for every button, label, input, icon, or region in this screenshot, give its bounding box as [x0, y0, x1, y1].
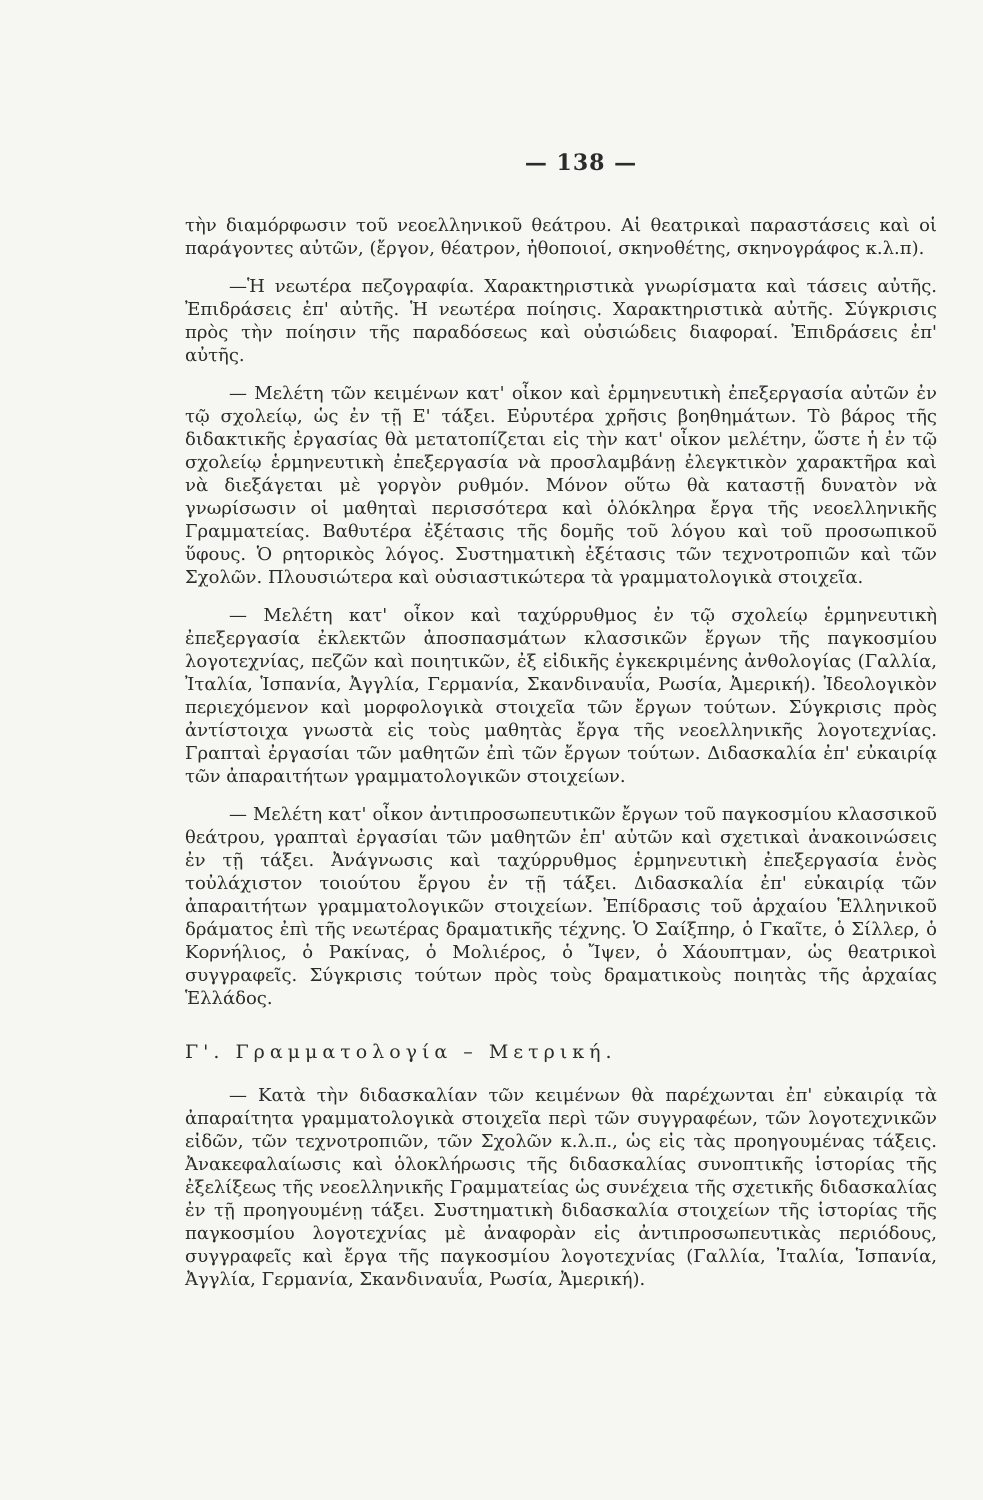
document-page	[185, 150, 937, 1440]
paragraph-world-literature: — Μελέτη κατ' οἶκον καὶ ταχύρρυθμος ἐν τῷ σχολείῳ ἑρμηνευτικὴ ἐπεξεργασία ἐκλεκτῶν ἀποσπασμάτων κλασσικῶν ἔργων τῆς παγκοσμίου λογοτεχνίας, πεζῶν καὶ ποιητικῶν, ἐξ εἰδικῆς ἐγκεκριμένης ἀνθολογίας (Γαλλία, Ἰταλία, Ἱσπανία, Ἀγγλία, Γερμανία, Σκανδιναυΐα, Ρωσία, Ἀμερική). Ἰδεολογικὸν περιεχόμενον καὶ μορφολογικὰ στοιχεῖα τῶν ἔργων τούτων. Σύγκρισις πρὸς ἀντίστοιχα γνωστὰ εἰς τοὺς μαθητὰς ἔργα τῆς νεοελληνικῆς λογοτεχνίας. Γραπταὶ ἐργασίαι τῶν μαθητῶν ἐπὶ τῶν ἔργων τούτων. Διδασκαλία ἐπ' εὐκαιρίᾳ τῶν ἀπαραιτήτων γραμματολογικῶν στοιχείων.	[185, 605, 937, 787]
page-number: — 138 —	[524, 150, 638, 176]
paragraph-modern-prose: —Ἡ νεωτέρα πεζογραφία. Χαρακτηριστικὰ γνωρίσματα καὶ τάσεις αὐτῆς. Ἐπιδράσεις ἐπ' αὐτῆς. Ἡ νεωτέρα ποίησις. Χαρακτηριστικὰ αὐτῆς. Σύγκρισις πρὸς τὴν ποίησιν τῆς παραδόσεως καὶ οὐσιώδεις διαφοραί. Ἐπιδράσεις ἐπ' αὐτῆς.	[185, 276, 937, 366]
paragraph-text-study: — Μελέτη τῶν κειμένων κατ' οἶκον καὶ ἑρμηνευτικὴ ἐπεξεργασία αὐτῶν ἐν τῷ σχολείῳ, ὡς ἐν τῇ Ε' τάξει. Εὐρυτέρα χρῆσις βοηθημάτων. Τὸ βάρος τῆς διδακτικῆς ἐργασίας θὰ μετατοπίζεται εἰς τὴν κατ' οἶκον μελέτην, ὥστε ἡ ἐν τῷ σχολείῳ ἑρμηνευτικὴ ἐπεξεργασία νὰ προσλαμβάνῃ ἐλεγκτικὸν χαρακτῆρα καὶ νὰ διεξάγεται μὲ γοργὸν ρυθμόν. Μόνον οὕτω θὰ καταστῇ δυνατὸν νὰ γνωρίσωσιν οἱ μαθηταὶ περισσότερα καὶ ὁλόκληρα ἔργα τῆς νεοελληνικῆς Γραμματείας. Βαθυτέρα ἐξέτασις τῆς δομῆς τοῦ λόγου καὶ τοῦ προσωπικοῦ ὕφους. Ὁ ρητορικὸς λόγος. Συστηματικὴ ἐξέτασις τῶν τεχνοτροπιῶν καὶ τῶν Σχολῶν. Πλουσιώτερα καὶ οὐσιαστικώτερα τὰ γραμματολογικὰ στοιχεῖα.	[185, 383, 937, 588]
paragraph-classical-theatre: — Μελέτη κατ' οἶκον ἀντιπροσωπευτικῶν ἔργων τοῦ παγκοσμίου κλασσικοῦ θεάτρου, γραπταὶ ἐργασίαι τῶν μαθητῶν ἐπ' αὐτῶν καὶ σχετικαὶ ἀνακοινώσεις ἐν τῇ τάξει. Ἀνάγνωσις καὶ ταχύρρυθμος ἑρμηνευτικὴ ἐπεξεργασία ἑνὸς τοὐλάχιστον τοιούτου ἔργου ἐν τῇ τάξει. Διδασκαλία ἐπ' εὐκαιρίᾳ τῶν ἀπαραιτήτων γραμματολογικῶν στοιχείων. Ἐπίδρασις τοῦ ἀρχαίου Ἑλληνικοῦ δράματος ἐπὶ τῆς νεωτέρας δραματικῆς τέχνης. Ὁ Σαίξπηρ, ὁ Γκαῖτε, ὁ Σίλλερ, ὁ Κορνήλιος, ὁ Ρακίνας, ὁ Μολιέρος, ὁ Ἴψεν, ὁ Χάουπτμαν, ὡς θεατρικοὶ συγγραφεῖς. Σύγκρισις τούτων πρὸς τοὺς δραματικοὺς ποιητὰς τῆς ἀρχαίας Ἑλλάδος.	[185, 804, 937, 1009]
paragraph-theatre-continuation: τὴν διαμόρφωσιν τοῦ νεοελληνικοῦ θεάτρου. Αἱ θεατρικαὶ παραστάσεις καὶ οἱ παράγοντες αὐτῶν, (ἔργον, θέατρον, ἠθοποιοί, σκηνοθέτης, σκηνογράφος κ.λ.π).	[185, 215, 937, 259]
section-heading: Γ'. Γραμματολογία – Μετρική.	[185, 1041, 617, 1063]
paragraph-literary-history: — Κατὰ τὴν διδασκαλίαν τῶν κειμένων θὰ παρέχωνται ἐπ' εὐκαιρίᾳ τὰ ἀπαραίτητα γραμματολογικὰ στοιχεῖα περὶ τῶν συγγραφέων, τῶν λογοτεχνικῶν εἰδῶν, τῶν τεχνοτροπιῶν, τῶν Σχολῶν κ.λ.π., ὡς εἰς τὰς προηγουμένας τάξεις. Ἀνακεφαλαίωσις καὶ ὁλοκλήρωσις τῆς διδασκαλίας συνοπτικῆς ἱστορίας τῆς ἐξελίξεως τῆς νεοελληνικῆς Γραμματείας ὡς συνέχεια τῆς σχετικῆς διδασκαλίας ἐν τῇ προηγουμένῃ τάξει. Συστηματικὴ διδασκαλία στοιχείων τῆς ἱστορίας τῆς παγκοσμίου λογοτεχνίας μὲ ἀναφορὰν εἰς ἀντιπροσωπευτικὰς περιόδους, συγγραφεῖς καὶ ἔργα τῆς παγκοσμίου λογοτεχνίας (Γαλλία, Ἰταλία, Ἱσπανία, Ἀγγλία, Γερμανία, Σκανδιναυΐα, Ρωσία, Ἀμερική).	[185, 1085, 937, 1290]
